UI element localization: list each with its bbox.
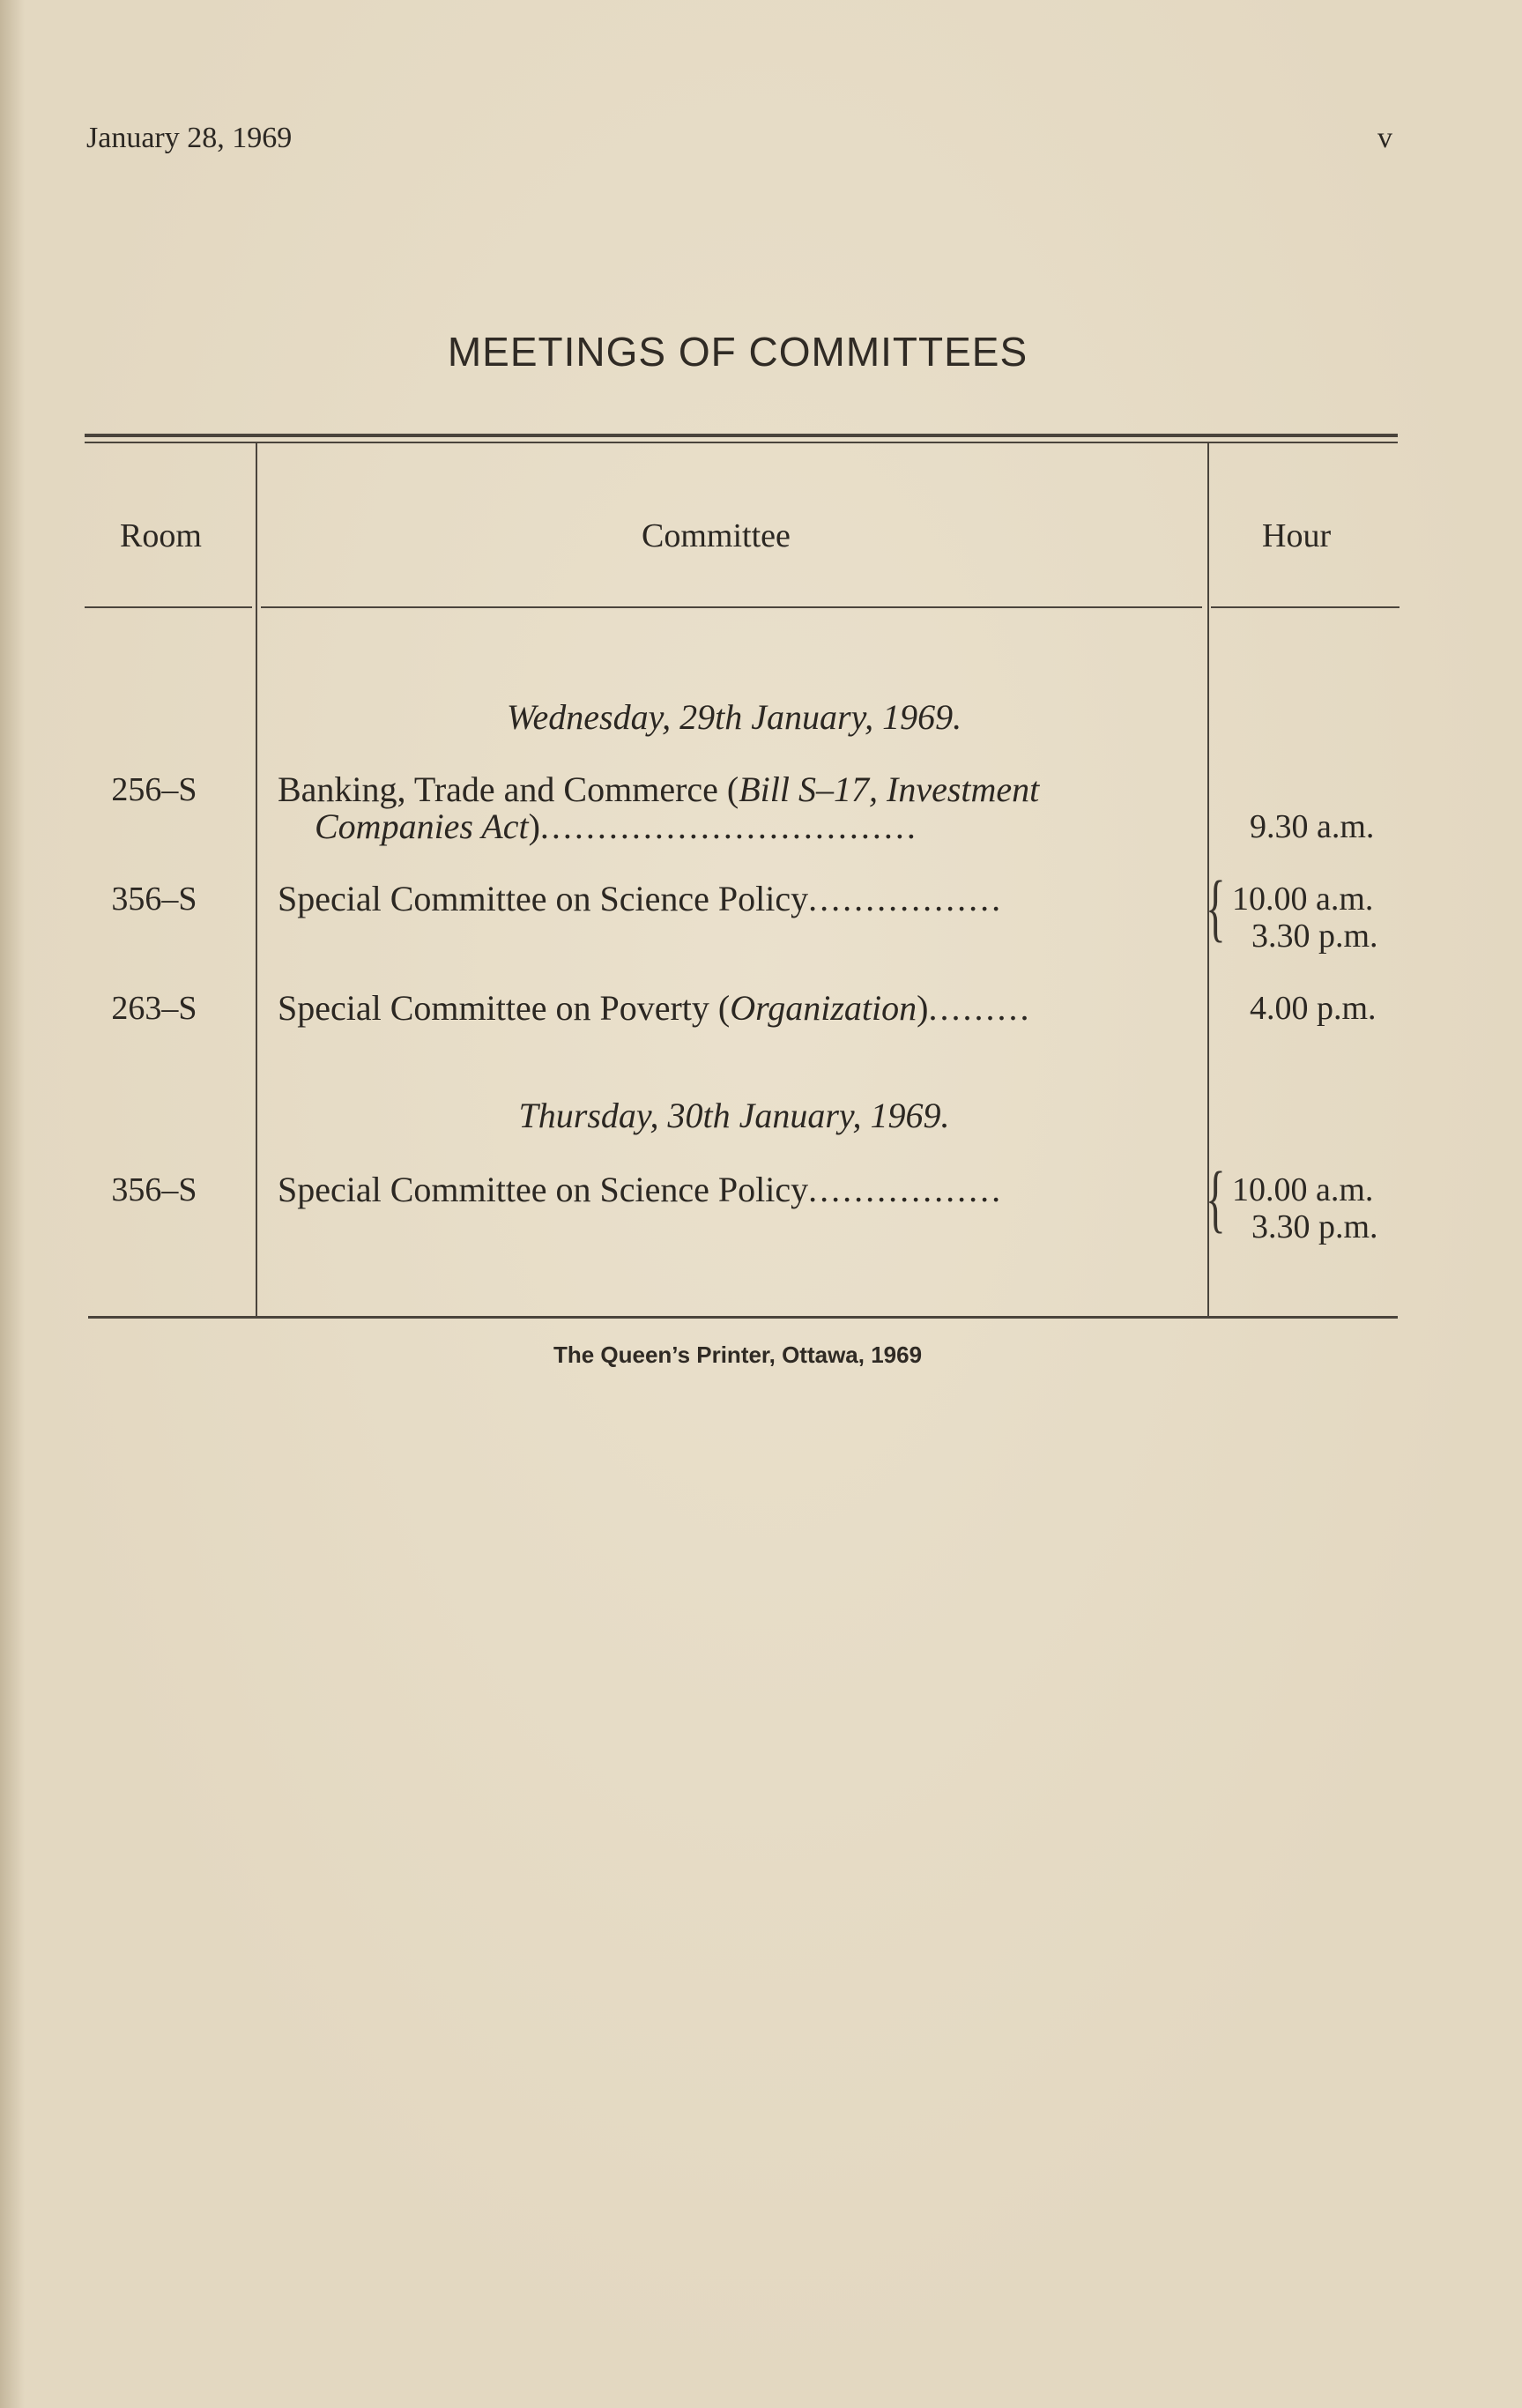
committee-name-continued: Companies Act).................................: [315, 806, 918, 846]
meeting-hour: 9.30 a.m.: [1250, 808, 1375, 845]
meeting-hour: 3.30 p.m.: [1251, 918, 1378, 955]
committee-name: Special Committee on Science Policy.................: [278, 879, 1004, 918]
meeting-hour: 4.00 p.m.: [1250, 990, 1377, 1027]
hour-brace: {: [1206, 865, 1226, 949]
committee-name: Special Committee on Poverty (Organization).........: [278, 988, 1032, 1028]
column-divider-left: [256, 443, 257, 1316]
committee-name: Banking, Trade and Commerce (Bill S–17, Investment: [278, 769, 1040, 809]
printer-imprint: The Queen’s Printer, Ottawa, 1969: [553, 1341, 923, 1368]
header-date: January 28, 1969: [86, 122, 293, 154]
column-header-hour: Hour: [1262, 517, 1332, 554]
meeting-hour: 10.00 a.m.: [1232, 1171, 1374, 1208]
column-header-committee: Committee: [642, 517, 791, 554]
day-heading: Wednesday, 29th January, 1969.: [506, 697, 962, 737]
room-number: 356–S: [111, 1171, 197, 1208]
header-bottom-rule-committee: [261, 606, 1202, 608]
header-bottom-rule-room: [85, 606, 252, 608]
committee-name: Special Committee on Science Policy.................: [278, 1170, 1004, 1209]
header-bottom-rule-hour: [1211, 606, 1399, 608]
room-number: 356–S: [111, 881, 197, 918]
hour-brace: {: [1206, 1156, 1226, 1240]
table-top-rule-thin: [85, 442, 1398, 443]
table-top-rule: [85, 434, 1398, 437]
column-header-room: Room: [120, 517, 202, 554]
day-heading: Thursday, 30th January, 1969.: [518, 1096, 950, 1135]
meeting-hour: 10.00 a.m.: [1232, 881, 1374, 918]
page-number: v: [1377, 122, 1392, 154]
meeting-hour: 3.30 p.m.: [1251, 1208, 1378, 1245]
room-number: 263–S: [111, 990, 197, 1027]
table-bottom-rule: [88, 1316, 1398, 1319]
room-number: 256–S: [111, 771, 197, 808]
page-title: MEETINGS OF COMMITTEES: [447, 329, 1028, 375]
